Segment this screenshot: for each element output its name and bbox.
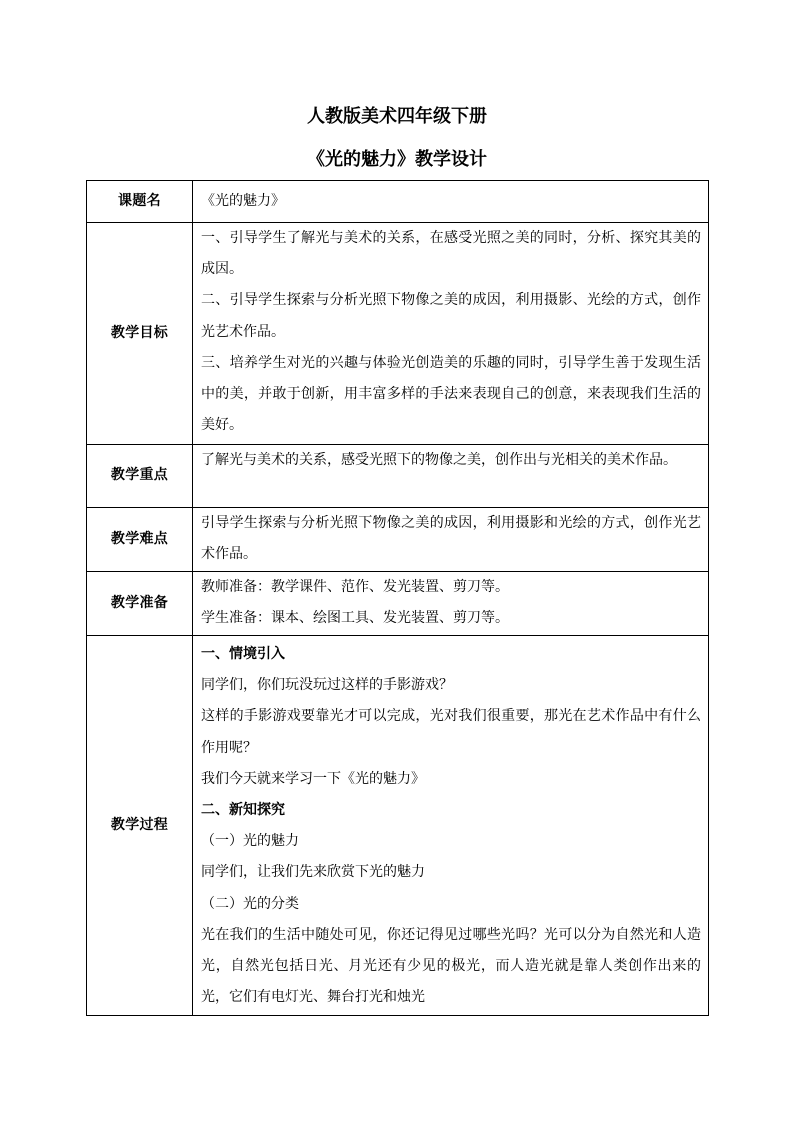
objective-item: 二、引导学生探索与分析光照下物像之美的成因，利用摄影、光绘的方式，创作光艺术作品。: [201, 292, 701, 340]
process-paragraph: 我们今天就来学习一下《光的魅力》: [201, 770, 425, 787]
student-preparation: 学生准备：课本、绘图工具、发光装置、剪刀等。: [201, 610, 509, 627]
document-subtitle: 《光的魅力》教学设计: [307, 149, 487, 170]
lesson-plan-table: [86, 180, 709, 1016]
section-heading: 一、情境引入: [201, 646, 285, 662]
difficulties-label: 教学难点: [87, 508, 193, 572]
document-title: 人教版美术四年级下册: [307, 106, 487, 127]
topic-text: 《光的魅力》: [201, 192, 285, 209]
objective-item: 三、培养学生对光的兴趣与体验光创造美的乐趣的同时，引导学生善于发现生活中的美，并敢于创新，用丰富多样的手法来表现自己的创意，来表现我们生活的美好。: [201, 354, 701, 434]
table-row-process: [87, 636, 709, 1016]
preparation-content: [193, 572, 709, 636]
section-heading: 二、新知探究: [201, 802, 285, 819]
process-paragraph: 这样的手影游戏要靠光才可以完成，光对我们很重要，那光在艺术作品中有什么作用呢？: [201, 708, 701, 756]
teacher-preparation: 教师准备：教学课件、范作、发光装置、剪刀等。: [201, 579, 509, 595]
difficulties-content: [193, 508, 709, 572]
key-points-label: 教学重点: [87, 445, 193, 508]
topic-label: 课题名: [87, 181, 193, 223]
key-points-text: 了解光与美术的关系，感受光照下的物像之美，创作出与光相关的美术作品。: [201, 452, 677, 468]
table-row-difficulties: [87, 508, 709, 572]
table-row-objectives: [87, 223, 709, 445]
preparation-label: 教学准备: [87, 572, 193, 636]
process-label: 教学过程: [87, 636, 193, 1016]
process-paragraph: 同学们，你们玩没玩过这样的手影游戏？: [201, 677, 453, 694]
process-paragraph: 同学们，让我们先来欣赏下光的魅力: [201, 864, 425, 881]
objectives-content: [193, 223, 709, 445]
process-content: [193, 636, 709, 1016]
subsection-heading: （一）光的魅力: [201, 833, 299, 850]
process-paragraph: 光在我们的生活中随处可见，你还记得见过哪些光吗？光可以分为自然光和人造光，自然光包括日光、月光还有少见的极光，而人造光就是靠人类创作出来的光，它们有电灯光、舞台打光和烛光: [201, 926, 701, 1006]
topic-value: [193, 181, 709, 223]
subsection-heading: （二）光的分类: [201, 895, 299, 912]
key-points-content: [193, 445, 709, 508]
table-row-preparation: [87, 572, 709, 636]
table-row-topic: [87, 181, 709, 223]
table-row-key-points: [87, 445, 709, 508]
objective-item: 一、引导学生了解光与美术的关系，在感受光照之美的同时，分析、探究其美的成因。: [201, 230, 701, 278]
objectives-label: 教学目标: [87, 223, 193, 445]
difficulties-text: 引导学生探索与分析光照下物像之美的成因，利用摄影和光绘的方式，创作光艺术作品。: [201, 515, 701, 563]
